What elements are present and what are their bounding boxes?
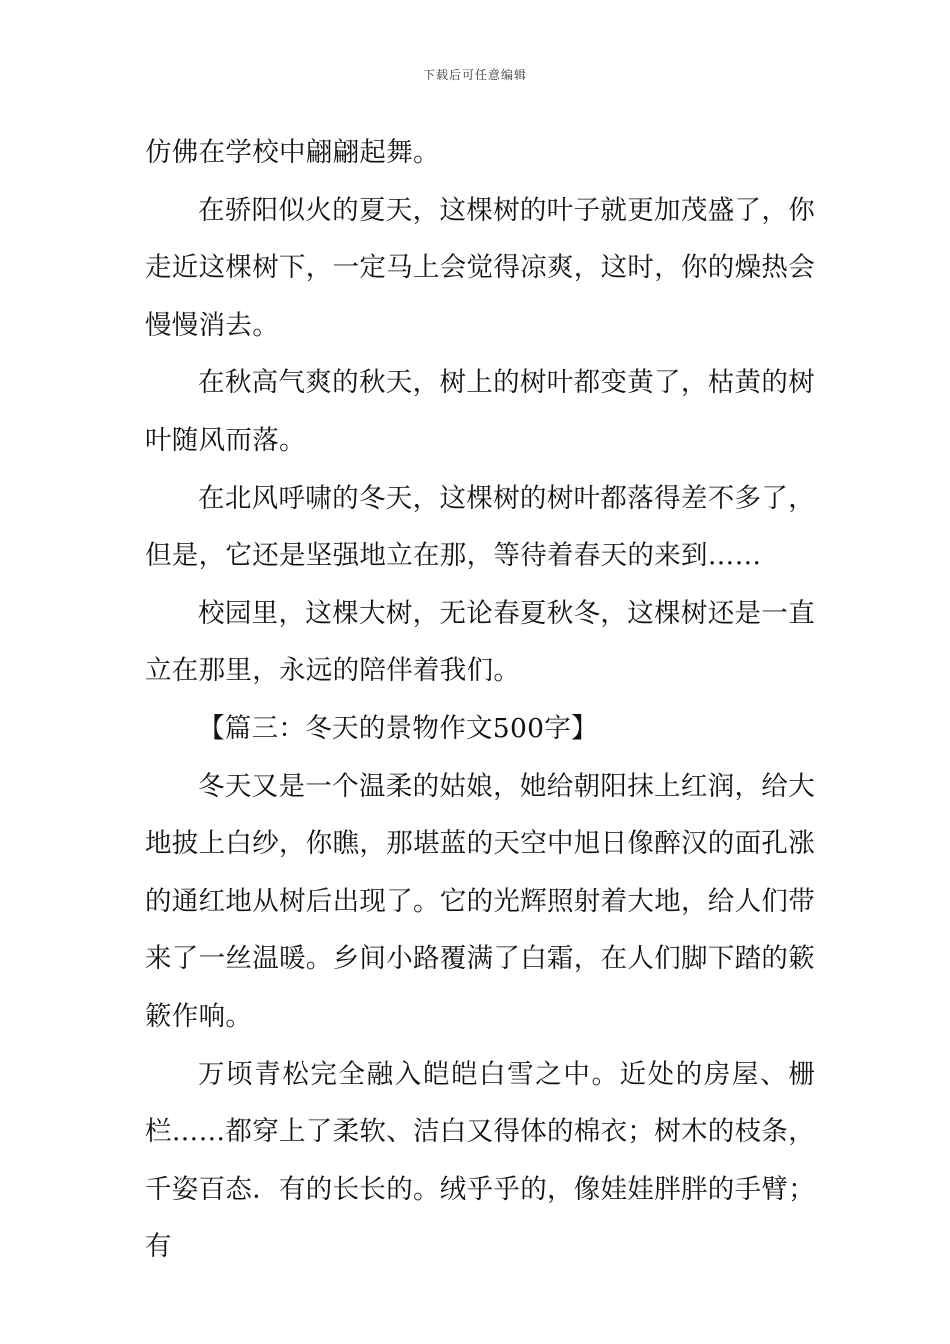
paragraph-winter-girl: 冬天又是一个温柔的姑娘，她给朝阳抹上红润，给大地披上白纱，你瞧，那堪蓝的天空中旭日像醉汉的面孔涨的通红地从树后出现了。它的光辉照射着大地，给人们带来了一丝温暖。乡间小路覆满了白霜，在人们脚下踏的簌簌作响。 [145, 770, 815, 1032]
paragraph-winter: 在北风呼啸的冬天，这棵树的树叶都落得差不多了，但是，它还是坚强地立在那，等待着春天的来到…… [145, 482, 815, 572]
section-heading: 【篇三：冬天的景物作文500字】 [198, 712, 598, 744]
paragraph-continuation: 仿佛在学校中翩翩起舞。 [145, 137, 440, 168]
page-header: 下载后可任意编辑 [422, 68, 527, 82]
paragraph-pine-snow: 万顷青松完全融入皑皑白雪之中。近处的房屋、栅栏……都穿上了柔软、洁白又得体的棉衣；树木的枝条，千姿百态．有的长长的。绒乎乎的，像娃娃胖胖的手臂；有 [145, 1058, 815, 1263]
paragraph-campus: 校园里，这棵大树，无论春夏秋冬，这棵树还是一直立在那里，永远的陪伴着我们。 [145, 597, 815, 687]
paragraph-autumn: 在秋高气爽的秋天，树上的树叶都变黄了，枯黄的树叶随风而落。 [145, 367, 815, 456]
paragraph-summer: 在骄阳似火的夏天，这棵树的叶子就更加茂盛了，你走近这棵树下，一定马上会觉得凉爽，这时，你的燥热会慢慢消去。 [145, 194, 815, 341]
document-body [145, 124, 815, 1276]
